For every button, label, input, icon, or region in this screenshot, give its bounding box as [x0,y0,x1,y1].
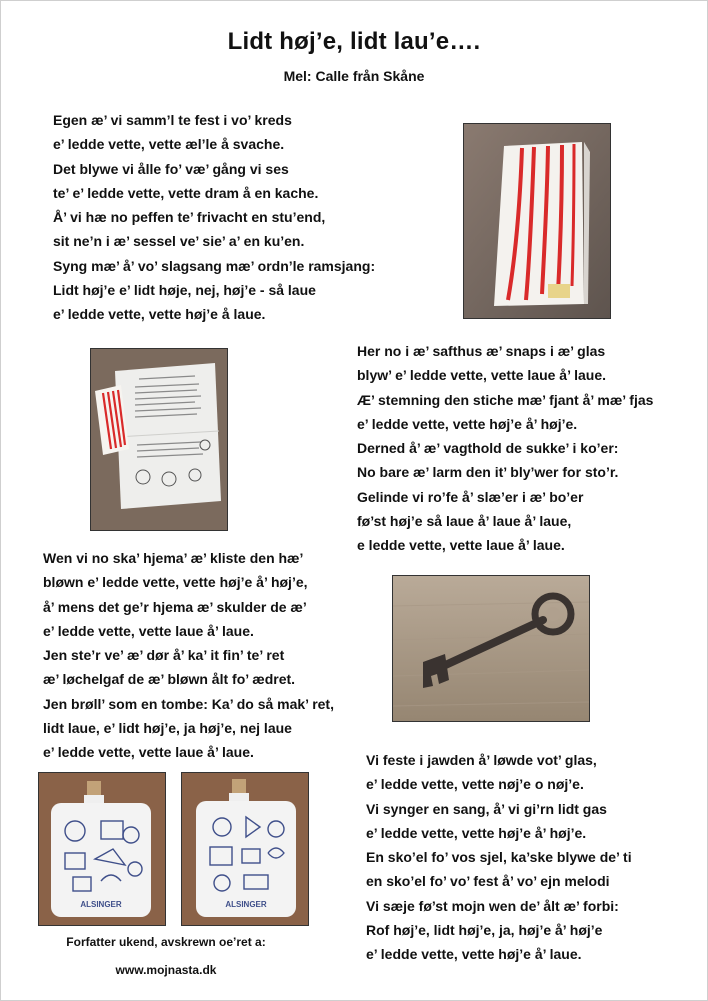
verse-line: e’ ledde vette, vette nøj’e o nøj’e. [366,776,584,793]
verse-line: Å’ vi hæ no peffen te’ frivacht en stu’end, [53,209,326,226]
verse-line: e’ ledde vette, vette laue å’ laue. [43,744,254,761]
verse-line: En sko’el fo’ vos sjel, ka’ske blywe de’ ti [366,849,632,866]
verse-line: e ledde vette, vette laue å’ laue. [357,537,565,554]
verse-line: Vi feste i jawden å’ løwde vot’ glas, [366,752,597,768]
verse-line: No bare æ’ larm den it’ bly’wer for sto’r. [357,464,619,481]
verse-line: te’ e’ ledde vette, vette dram å en kache. [53,184,319,201]
verse-line: Wen vi no ska’ hjema’ æ’ kliste den hæ’ [43,550,304,566]
verse-line: Gelinde vi ro’fe å’ slæ’er i æ’ bo’er [357,488,584,505]
verse-line: Rof høj’e, lidt høj’e, ja, høj’e å’ høj’e [366,922,603,939]
napkin-photo [463,123,611,319]
verse-line: Vi synger en sang, å’ vi gi’rn lidt gas [366,800,607,817]
melody-subtitle: Mel: Calle från Skåne [283,68,425,84]
bottle-photo-front [38,772,166,926]
verse-line: Lidt høj’e e’ lidt høje, nej, høj’e - så laue [53,282,316,299]
verse-line: fø’st høj’e så laue å’ laue å’ laue, [357,513,572,530]
verse-line: Egen æ’ vi samm’l te fest i vo’ kreds [53,112,292,128]
verse-line: Æ’ stemning den stiche mæ’ fjant å’ mæ’ fjas [357,391,654,408]
verse-line: en sko’el fo’ vo’ fest å’ vo’ ejn melodi [366,873,610,890]
verse-4 [366,748,632,967]
verse-line: blyw’ e’ ledde vette, vette laue å’ laue. [357,367,607,384]
author-credit: Forfatter ukend, avskrewn oe’ret a: [66,935,266,949]
verse-line: Syng mæ’ å’ vo’ slagsang mæ’ ordn’le ramsjang: [53,257,376,274]
verse-line: sit ne’n i æ’ sessel ve’ sie’ a’ en ku’en. [53,233,305,250]
letter-photo [90,348,228,531]
verse-line: Derned å’ æ’ vagthold de sukke’ i ko’er: [357,440,619,457]
verse-2 [357,339,653,558]
bottle-photo-side [181,772,309,926]
verse-line: Det blywe vi ålle fo’ væ’ gång vi ses [53,160,289,177]
verse-line: Her no i æ’ safthus æ’ snaps i æ’ glas [357,343,606,359]
verse-line: e’ ledde vette, vette høj’e å’ laue. [366,946,582,963]
verse-3 [43,546,334,765]
verse-line: å’ mens det ge’r hjema æ’ skulder de æ’ [43,598,307,615]
verse-line: e’ ledde vette, vette høj’e å laue. [53,306,266,323]
verse-line: e’ ledde vette, vette æl’le å svache. [53,136,285,153]
verse-line: Jen brøll’ som en tombe: Ka’ do så mak’ ret, [43,695,334,712]
key-photo [392,575,590,722]
bottle-brand-label: ALSINGER [80,900,122,909]
verse-line: lidt laue, e’ lidt høj’e, ja høj’e, nej laue [43,720,292,737]
verse-line: e’ ledde vette, vette høj’e å’ høj’e. [366,824,587,841]
verse-line: æ’ løchelgaf de æ’ bløwn ålt fo’ ædret. [43,671,296,688]
verse-line: e’ ledde vette, vette laue å’ laue. [43,622,254,639]
verse-line: Vi sæje fø’st mojn wen de’ ålt æ’ forbi: [366,897,619,914]
song-title: Lidt høj’e, lidt lau’e…. [227,28,481,55]
verse-line: bløwn e’ ledde vette, vette høj’e å’ høj’e, [43,574,308,591]
verse-line: e’ ledde vette, vette høj’e å’ høj’e. [357,415,578,432]
website-link[interactable]: www.mojnasta.dk [115,963,217,977]
verse-1 [53,108,375,327]
bottle-brand-label: ALSINGER [225,900,267,909]
verse-line: Jen ste’r ve’ æ’ dør å’ ka’ it fin’ te’ ret [43,647,285,664]
